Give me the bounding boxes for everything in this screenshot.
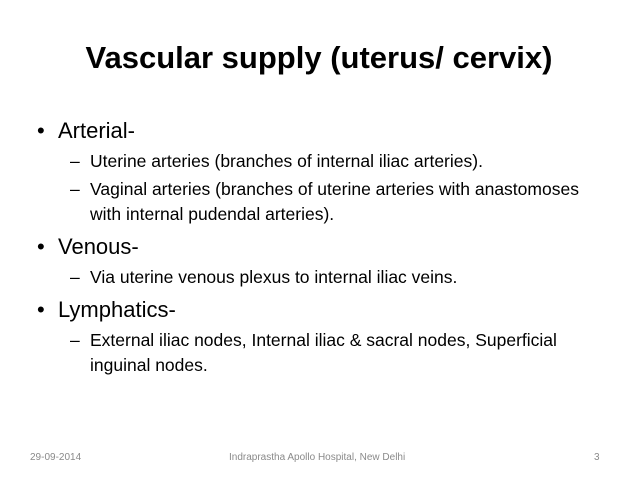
bullet-lymphatics xyxy=(37,295,607,325)
bullet-dot: • xyxy=(37,234,45,259)
sub-text: Vaginal arteries (branches of uterine arteries with anastomoses with internal pudendal arteries). xyxy=(90,179,579,224)
bullet-label: Arterial- xyxy=(58,118,136,143)
bullet-dot: • xyxy=(37,297,45,322)
bullet-dot: • xyxy=(37,118,45,143)
sub-list-venous xyxy=(37,265,607,290)
bullet-label: Venous- xyxy=(58,234,139,259)
bullet-label: Lymphatics- xyxy=(58,297,176,322)
sub-dash: – xyxy=(70,330,80,350)
sub-text: Uterine arteries (branches of internal iliac arteries). xyxy=(90,151,483,171)
bullet-arterial xyxy=(37,116,607,146)
sub-list-lymphatics xyxy=(37,328,607,378)
sub-item xyxy=(70,177,607,227)
sub-item xyxy=(70,265,607,290)
sub-list-arterial xyxy=(37,149,607,227)
sub-dash: – xyxy=(70,267,80,287)
sub-item xyxy=(70,328,607,378)
sub-item xyxy=(70,149,607,174)
slide-content xyxy=(37,116,607,378)
sub-text: Via uterine venous plexus to internal iliac veins. xyxy=(90,267,458,287)
sub-dash: – xyxy=(70,151,80,171)
sub-dash: – xyxy=(70,179,80,199)
footer-page-number: 3 xyxy=(594,452,600,463)
bullet-venous xyxy=(37,232,607,262)
footer-date: 29-09-2014 xyxy=(30,452,82,463)
sub-text: External iliac nodes, Internal iliac & sacral nodes, Superficial inguinal nodes. xyxy=(90,330,557,375)
footer-organization: Indraprastha Apollo Hospital, New Delhi xyxy=(229,452,406,463)
slide-title: Vascular supply (uterus/ cervix) xyxy=(85,40,553,75)
